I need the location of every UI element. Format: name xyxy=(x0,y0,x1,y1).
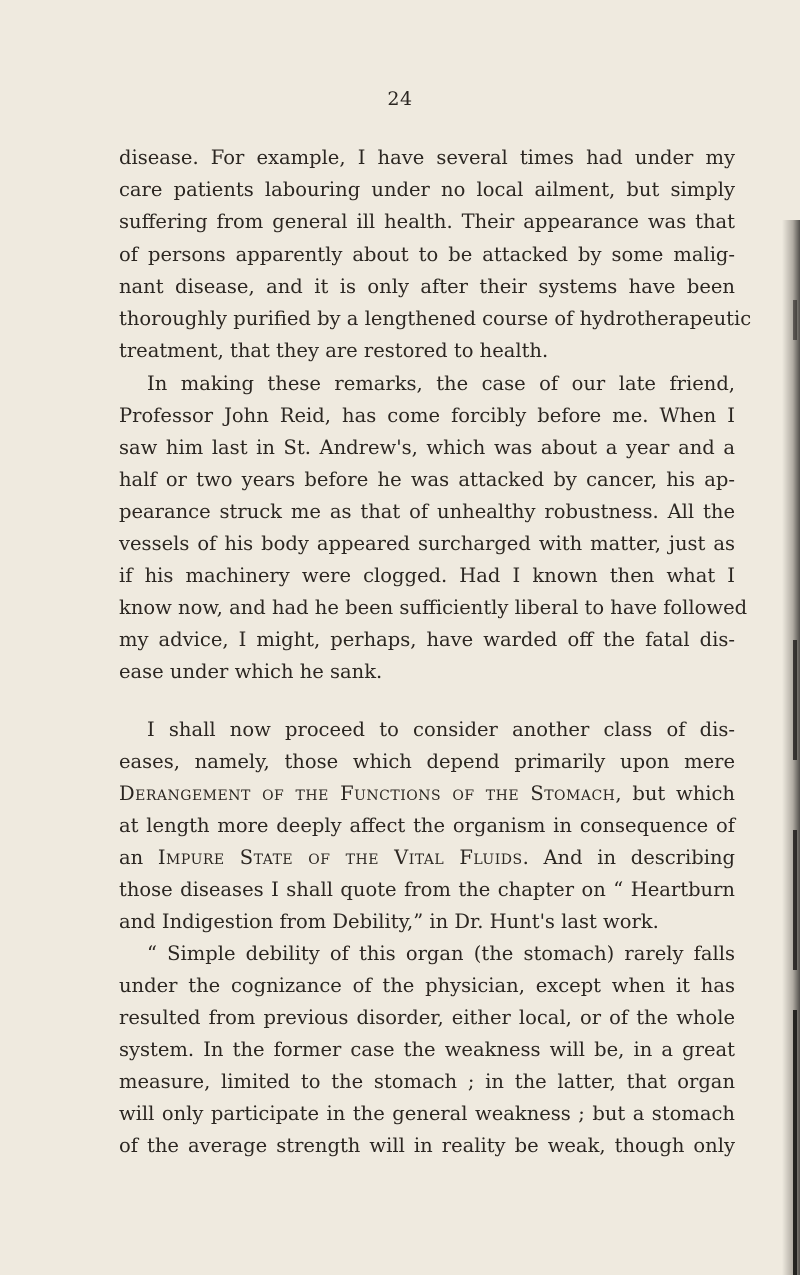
text-line: if his machinery were clogged. Had I known then what I xyxy=(119,564,735,587)
page-edge-shadow xyxy=(782,220,800,1275)
text-line: ease under which he sank. xyxy=(119,660,383,683)
text-line: “ Simple debility of this organ (the stomach) rarely falls xyxy=(147,942,735,965)
text-line: saw him last in St. Andrew's, which was about a year and a xyxy=(119,436,735,459)
text-span: , but which xyxy=(615,782,735,805)
text-line: suffering from general ill health. Their appearance was that xyxy=(119,210,735,233)
text-span: . And in describing xyxy=(522,846,735,869)
text-line xyxy=(119,843,735,873)
page-number: 24 xyxy=(387,88,413,110)
text-line: disease. For example, I have several times had under my xyxy=(119,146,735,169)
text-line: eases, namely, those which depend primarily upon mere xyxy=(119,750,735,773)
text-line: resulted from previous disorder, either local, or of the whole xyxy=(119,1006,735,1029)
text-line: pearance struck me as that of unhealthy robustness. All the xyxy=(119,500,735,523)
text-line: I shall now proceed to consider another class of dis- xyxy=(147,718,735,741)
text-line: measure, limited to the stomach ; in the latter, that organ xyxy=(119,1070,735,1093)
text-line: nant disease, and it is only after their systems have been xyxy=(119,275,735,298)
text-line: will only participate in the general weakness ; but a stomach xyxy=(119,1102,735,1125)
binding-edge-mark xyxy=(793,830,797,970)
text-line: and Indigestion from Debility,” in Dr. Hunt's last work. xyxy=(119,910,659,933)
text-line: of the average strength will in reality be weak, though only xyxy=(119,1134,735,1157)
text-line: treatment, that they are restored to health. xyxy=(119,339,549,362)
binding-edge-mark xyxy=(793,640,797,760)
text-line: In making these remarks, the case of our late friend, xyxy=(147,372,735,395)
text-line: system. In the former case the weakness will be, in a great xyxy=(119,1038,735,1061)
binding-edge-mark xyxy=(793,1010,797,1275)
binding-edge-mark xyxy=(793,300,797,340)
text-span: an xyxy=(119,846,158,869)
text-line: at length more deeply affect the organism in consequence of xyxy=(119,814,735,837)
text-line: of persons apparently about to be attacked by some malig- xyxy=(119,243,735,266)
text-line: Professor John Reid, has come forcibly before me. When I xyxy=(119,404,735,427)
text-line: my advice, I might, perhaps, have warded off the fatal dis- xyxy=(119,628,735,651)
small-caps-phrase: Impure State of the Vital Fluids xyxy=(157,846,523,869)
text-line: care patients labouring under no local ailment, but simply xyxy=(119,178,735,201)
text-line: thoroughly purified by a lengthened course of hydrotherapeutic xyxy=(119,307,752,330)
text-line: know now, and had he been sufficiently liberal to have followed xyxy=(119,596,748,619)
text-line: vessels of his body appeared surcharged with matter, just as xyxy=(119,532,735,555)
small-caps-phrase: Derangement of the Functions of the Stomach xyxy=(119,782,616,805)
text-line: under the cognizance of the physician, except when it has xyxy=(119,974,735,997)
text-line xyxy=(119,779,735,809)
text-line: those diseases I shall quote from the chapter on “ Heartburn xyxy=(119,878,735,901)
text-line: half or two years before he was attacked by cancer, his ap- xyxy=(119,468,735,491)
